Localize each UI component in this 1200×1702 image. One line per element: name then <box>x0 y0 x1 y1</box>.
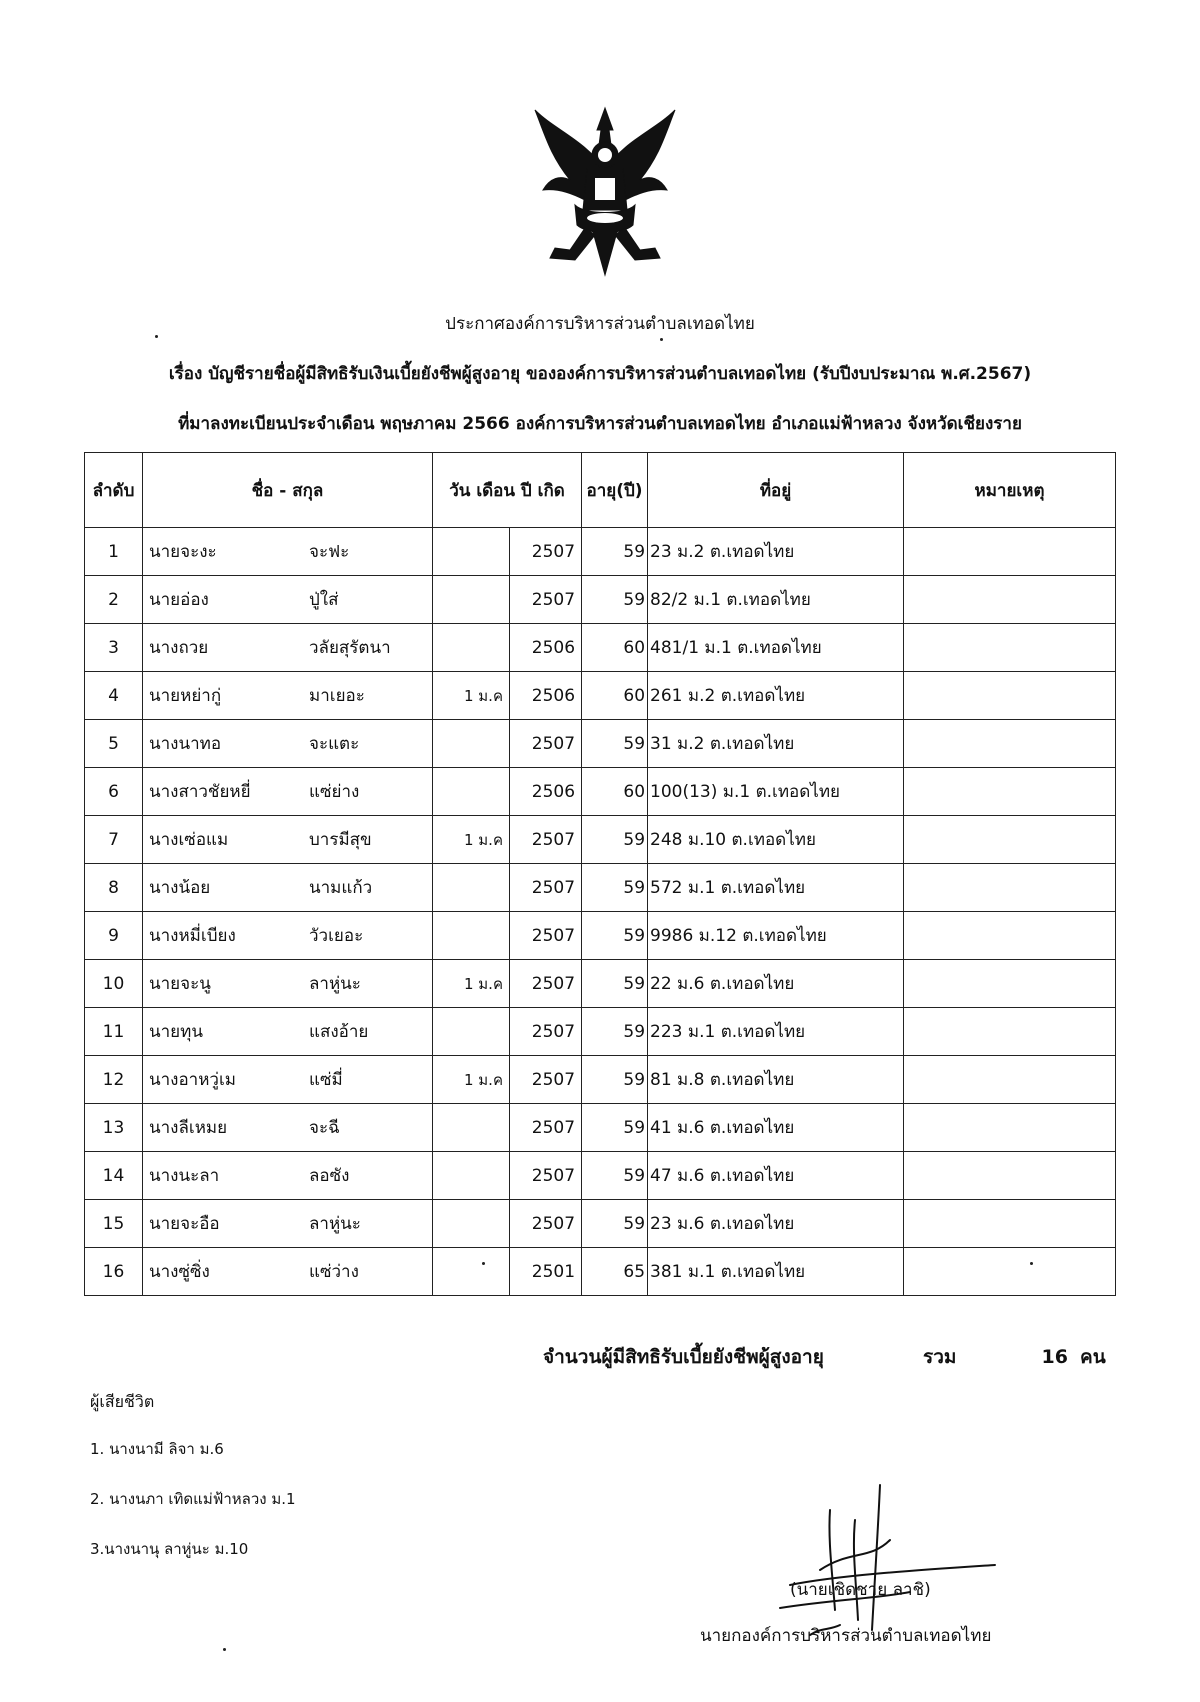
deceased-item: 1. นางนามี ลิจา ม.6 <box>90 1440 224 1458</box>
cell-name <box>143 1104 433 1152</box>
cell-birth-year: 2507 <box>510 816 582 864</box>
cell-remark <box>904 720 1116 768</box>
cell-name <box>143 672 433 720</box>
cell-address: 381 ม.1 ต.เทอดไทย <box>648 1248 904 1296</box>
header-address: ที่อยู่ <box>648 453 904 528</box>
cell-remark <box>904 816 1116 864</box>
cell-name <box>143 576 433 624</box>
total-label: จำนวนผู้มีสิทธิรับเบี้ยยังชีพผู้สูงอายุ <box>543 1346 824 1368</box>
table-header-row <box>85 453 1116 528</box>
cell-birth-year: 2507 <box>510 1104 582 1152</box>
cell-address: 23 ม.2 ต.เทอดไทย <box>648 528 904 576</box>
cell-birth-year: 2507 <box>510 576 582 624</box>
cell-birth-day <box>433 1200 510 1248</box>
cell-last-name: บารมีสุข <box>309 830 372 850</box>
cell-age: 59 <box>582 1104 648 1152</box>
cell-address: 100(13) ม.1 ต.เทอดไทย <box>648 768 904 816</box>
cell-birth-day <box>433 1104 510 1152</box>
cell-birth-year: 2507 <box>510 720 582 768</box>
cell-address: 572 ม.1 ต.เทอดไทย <box>648 864 904 912</box>
cell-age: 59 <box>582 1152 648 1200</box>
deceased-section <box>90 1390 296 1587</box>
cell-age: 59 <box>582 528 648 576</box>
cell-last-name: แซ่ว่าง <box>309 1262 359 1282</box>
table-row <box>85 576 1116 624</box>
cell-birth-year: 2507 <box>510 528 582 576</box>
cell-name <box>143 768 433 816</box>
cell-age: 59 <box>582 1200 648 1248</box>
cell-first-name: นายอ่อง <box>149 590 209 610</box>
cell-address: 481/1 ม.1 ต.เทอดไทย <box>648 624 904 672</box>
cell-no: 1 <box>85 528 143 576</box>
table-body <box>85 528 1116 1296</box>
cell-name <box>143 720 433 768</box>
cell-no: 16 <box>85 1248 143 1296</box>
cell-birth-day: 1 ม.ค <box>433 1056 510 1104</box>
table-row <box>85 1008 1116 1056</box>
cell-remark <box>904 624 1116 672</box>
cell-birth-year: 2507 <box>510 960 582 1008</box>
cell-address: 22 ม.6 ต.เทอดไทย <box>648 960 904 1008</box>
table-row <box>85 1104 1116 1152</box>
cell-birth-day <box>433 912 510 960</box>
cell-name <box>143 528 433 576</box>
table-row <box>85 528 1116 576</box>
total-unit: คน <box>1080 1346 1106 1368</box>
cell-address: 81 ม.8 ต.เทอดไทย <box>648 1056 904 1104</box>
table-row <box>85 672 1116 720</box>
cell-last-name: จะแตะ <box>309 734 360 754</box>
cell-no: 6 <box>85 768 143 816</box>
cell-address: 31 ม.2 ต.เทอดไทย <box>648 720 904 768</box>
cell-first-name: นางถวย <box>149 638 209 658</box>
cell-no: 15 <box>85 1200 143 1248</box>
cell-first-name: นางหมี่เบียง <box>149 926 236 946</box>
cell-first-name: นายหย่ากู่ <box>149 686 222 706</box>
cell-birth-year: 2506 <box>510 624 582 672</box>
cell-no: 11 <box>85 1008 143 1056</box>
cell-remark <box>904 960 1116 1008</box>
cell-name <box>143 1008 433 1056</box>
cell-name <box>143 624 433 672</box>
cell-age: 59 <box>582 720 648 768</box>
cell-no: 13 <box>85 1104 143 1152</box>
table-row <box>85 960 1116 1008</box>
cell-remark <box>904 1056 1116 1104</box>
cell-no: 14 <box>85 1152 143 1200</box>
cell-no: 5 <box>85 720 143 768</box>
cell-name <box>143 960 433 1008</box>
cell-address: 223 ม.1 ต.เทอดไทย <box>648 1008 904 1056</box>
cell-last-name: แสงอ้าย <box>309 1022 369 1042</box>
total-word: รวม <box>923 1346 957 1368</box>
deceased-item: 3.นางนานุ ลาหู่นะ ม.10 <box>90 1540 249 1558</box>
cell-name <box>143 864 433 912</box>
cell-birth-year: 2506 <box>510 768 582 816</box>
cell-no: 9 <box>85 912 143 960</box>
cell-birth-year: 2507 <box>510 1152 582 1200</box>
cell-remark <box>904 1248 1116 1296</box>
table-row <box>85 1248 1116 1296</box>
cell-address: 41 ม.6 ต.เทอดไทย <box>648 1104 904 1152</box>
cell-address: 47 ม.6 ต.เทอดไทย <box>648 1152 904 1200</box>
cell-last-name: ลาหู่นะ <box>309 1214 361 1234</box>
header-remark: หมายเหตุ <box>904 453 1116 528</box>
table-row <box>85 1152 1116 1200</box>
cell-no: 4 <box>85 672 143 720</box>
cell-birth-year: 2507 <box>510 1056 582 1104</box>
announcement-subject: เรื่อง บัญชีรายชื่อผู้มีสิทธิรับเงินเบี้ยยังชีพผู้สูงอายุ ขององค์การบริหารส่วนตำบลเทอดไทย (รับปีงบประมาณ พ.ศ.2567) <box>168 364 1032 384</box>
cell-birth-day <box>433 768 510 816</box>
header-no: ลำดับ <box>85 453 143 528</box>
cell-name <box>143 1248 433 1296</box>
cell-age: 59 <box>582 1008 648 1056</box>
cell-last-name: จะฉี <box>309 1118 340 1138</box>
cell-birth-year: 2501 <box>510 1248 582 1296</box>
cell-last-name: ปู่ใส่ <box>309 590 339 610</box>
cell-address: 261 ม.2 ต.เทอดไทย <box>648 672 904 720</box>
cell-first-name: นางนาทอ <box>149 734 222 754</box>
table-row <box>85 1200 1116 1248</box>
cell-remark <box>904 1200 1116 1248</box>
scan-speck <box>482 1262 485 1265</box>
cell-age: 59 <box>582 960 648 1008</box>
cell-age: 65 <box>582 1248 648 1296</box>
cell-age: 60 <box>582 768 648 816</box>
table-row <box>85 768 1116 816</box>
cell-age: 60 <box>582 624 648 672</box>
cell-birth-year: 2507 <box>510 912 582 960</box>
cell-birth-day <box>433 576 510 624</box>
cell-remark <box>904 576 1116 624</box>
cell-birth-day: 1 ม.ค <box>433 816 510 864</box>
cell-age: 59 <box>582 816 648 864</box>
deceased-item: 2. นางนภา เทิดแม่ฟ้าหลวง ม.1 <box>90 1490 296 1508</box>
cell-no: 10 <box>85 960 143 1008</box>
cell-birth-year: 2507 <box>510 1200 582 1248</box>
cell-remark <box>904 672 1116 720</box>
cell-address: 82/2 ม.1 ต.เทอดไทย <box>648 576 904 624</box>
cell-address: 248 ม.10 ต.เทอดไทย <box>648 816 904 864</box>
deceased-title: ผู้เสียชีวิต <box>90 1392 155 1411</box>
cell-birth-day <box>433 1248 510 1296</box>
announcement-title: ประกาศองค์การบริหารส่วนตำบลเทอดไทย <box>445 314 755 334</box>
cell-last-name: จะฟะ <box>309 542 350 562</box>
table-row <box>85 720 1116 768</box>
cell-first-name: นางน้อย <box>149 878 211 898</box>
cell-last-name: ลอซัง <box>309 1166 350 1186</box>
table-row <box>85 816 1116 864</box>
cell-birth-day <box>433 624 510 672</box>
cell-birth-year: 2506 <box>510 672 582 720</box>
cell-remark <box>904 1008 1116 1056</box>
cell-first-name: นายจะอือ <box>149 1214 220 1234</box>
cell-remark <box>904 1104 1116 1152</box>
cell-address: 23 ม.6 ต.เทอดไทย <box>648 1200 904 1248</box>
cell-last-name: นามแก้ว <box>309 878 373 898</box>
table-row <box>85 912 1116 960</box>
cell-birth-day <box>433 1152 510 1200</box>
cell-first-name: นางเซ่อแม <box>149 830 229 850</box>
header-name: ชื่อ - สกุล <box>143 453 433 528</box>
cell-no: 12 <box>85 1056 143 1104</box>
registration-line: ที่มาลงทะเบียนประจำเดือน พฤษภาคม 2566 องค์การบริหารส่วนตำบลเทอดไทย อำเภอแม่ฟ้าหลวง จังหวัดเชียงราย <box>178 414 1022 434</box>
cell-no: 8 <box>85 864 143 912</box>
cell-last-name: วลัยสุรัตนา <box>309 638 391 658</box>
cell-first-name: นางสาวชัยหยี่ <box>149 782 251 802</box>
table-row <box>85 624 1116 672</box>
beneficiary-table <box>84 452 1116 1296</box>
signatory-name: (นายเชิดชาย ลาชิ) <box>790 1580 931 1600</box>
cell-name <box>143 816 433 864</box>
scan-speck <box>1030 1262 1033 1265</box>
scan-speck <box>223 1648 226 1651</box>
header-birth: วัน เดือน ปี เกิด <box>433 453 582 528</box>
garuda-emblem-icon <box>515 100 695 280</box>
cell-birth-day: 1 ม.ค <box>433 960 510 1008</box>
cell-remark <box>904 912 1116 960</box>
scan-speck <box>155 335 158 338</box>
cell-age: 59 <box>582 864 648 912</box>
cell-first-name: นายจะงะ <box>149 542 217 562</box>
cell-name <box>143 1056 433 1104</box>
cell-remark <box>904 768 1116 816</box>
cell-name <box>143 1200 433 1248</box>
cell-age: 59 <box>582 576 648 624</box>
cell-remark <box>904 1152 1116 1200</box>
cell-first-name: นายทุน <box>149 1022 203 1042</box>
cell-name <box>143 1152 433 1200</box>
cell-name <box>143 912 433 960</box>
table-row <box>85 1056 1116 1104</box>
cell-last-name: มาเยอะ <box>309 686 365 706</box>
cell-last-name: วัวเยอะ <box>309 926 364 946</box>
total-count: 16 <box>1041 1346 1068 1368</box>
cell-no: 7 <box>85 816 143 864</box>
total-summary <box>543 1342 1113 1372</box>
cell-birth-day: 1 ม.ค <box>433 672 510 720</box>
cell-first-name: นายจะนู <box>149 974 211 994</box>
signatory-position: นายกองค์การบริหารส่วนตำบลเทอดไทย <box>700 1626 992 1646</box>
cell-birth-day <box>433 528 510 576</box>
cell-birth-year: 2507 <box>510 864 582 912</box>
cell-remark <box>904 864 1116 912</box>
cell-last-name: แซ่มี่ <box>309 1070 343 1090</box>
cell-first-name: นางนะลา <box>149 1166 220 1186</box>
cell-age: 59 <box>582 912 648 960</box>
scan-speck <box>660 338 663 341</box>
cell-address: 9986 ม.12 ต.เทอดไทย <box>648 912 904 960</box>
cell-birth-year: 2507 <box>510 1008 582 1056</box>
cell-age: 59 <box>582 1056 648 1104</box>
cell-remark <box>904 528 1116 576</box>
cell-age: 60 <box>582 672 648 720</box>
cell-first-name: นางอาหวู่เม <box>149 1070 236 1090</box>
cell-first-name: นางลีเหมย <box>149 1118 228 1138</box>
cell-last-name: แซ่ย่าง <box>309 782 360 802</box>
cell-no: 3 <box>85 624 143 672</box>
header-age: อายุ(ปี) <box>582 453 648 528</box>
cell-no: 2 <box>85 576 143 624</box>
cell-birth-day <box>433 720 510 768</box>
table-row <box>85 864 1116 912</box>
cell-last-name: ลาหู่นะ <box>309 974 361 994</box>
cell-birth-day <box>433 864 510 912</box>
cell-birth-day <box>433 1008 510 1056</box>
cell-first-name: นางซู่ซิ่ง <box>149 1262 210 1282</box>
